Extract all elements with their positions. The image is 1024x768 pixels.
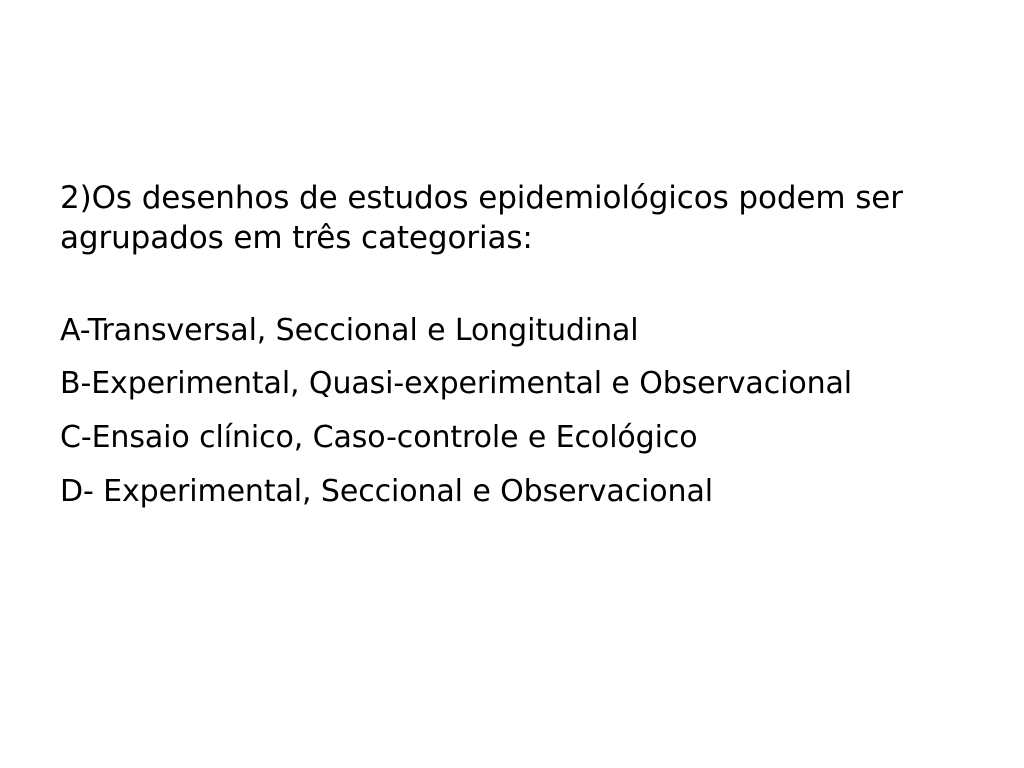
- answer-option-c: C-Ensaio clínico, Caso-controle e Ecológico: [60, 420, 698, 456]
- answer-option-b: B-Experimental, Quasi-experimental e Observacional: [60, 366, 853, 402]
- answer-option-d: D- Experimental, Seccional e Observacional: [60, 474, 713, 510]
- question-text: 2)Os desenhos de estudos epidemiológicos podem ser agrupados em três categorias:: [60, 180, 903, 257]
- slide-content: [60, 178, 960, 512]
- paragraph-spacer: [60, 259, 960, 311]
- answer-option-a: A-Transversal, Seccional e Longitudinal: [60, 312, 639, 348]
